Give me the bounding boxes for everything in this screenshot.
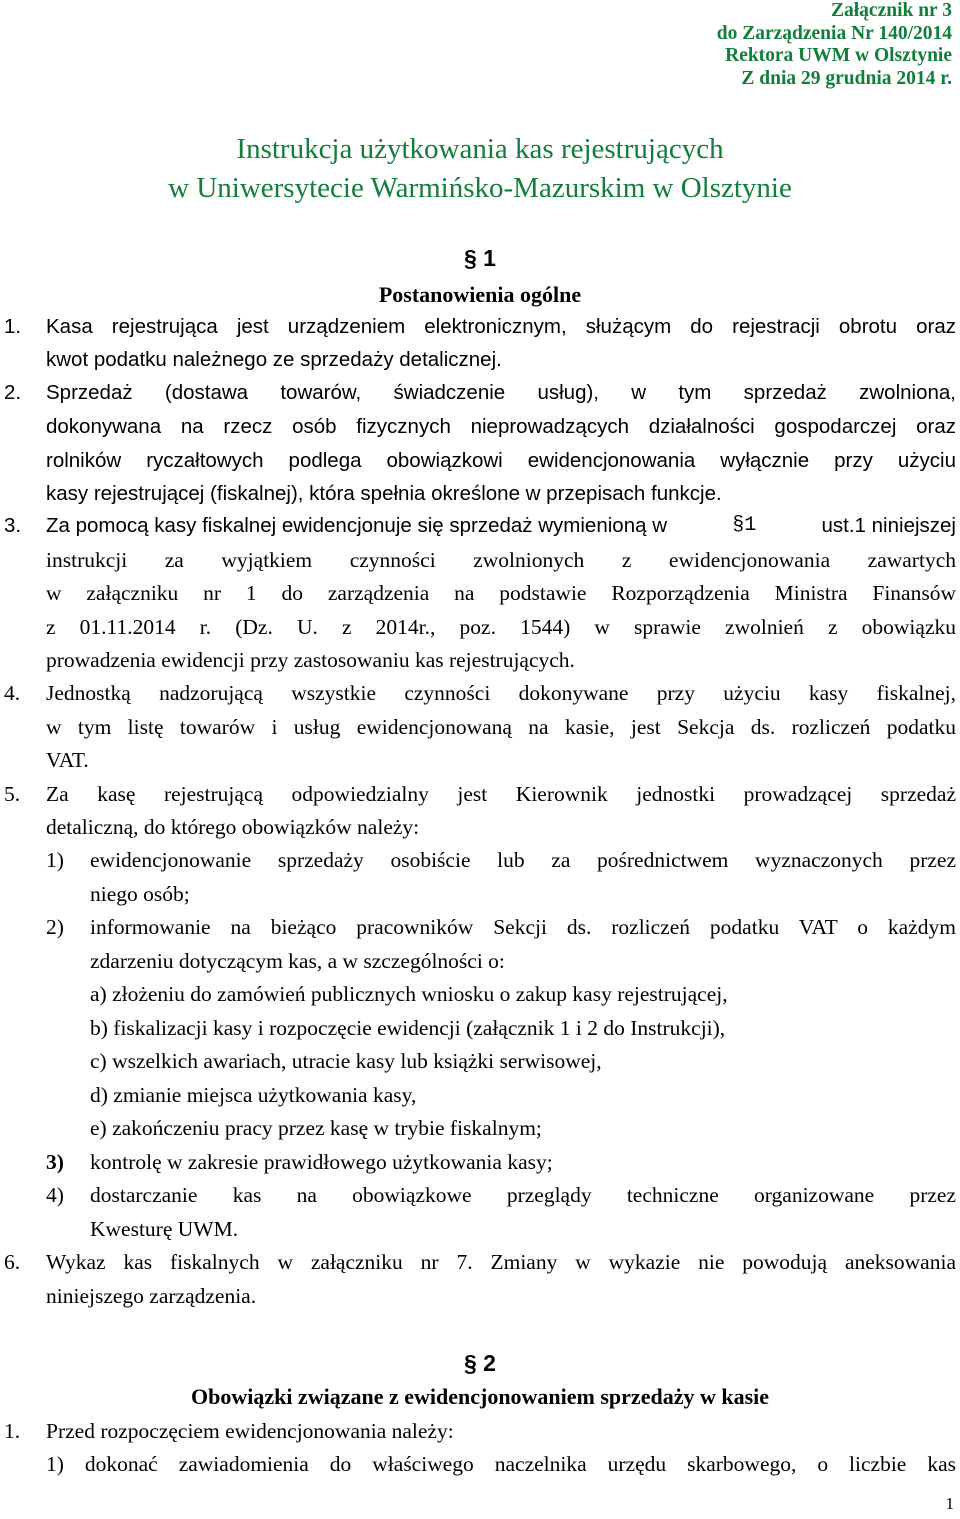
para-2-line: rolników ryczałtowych podlega obowiązkowi ewidencjonowania wyłącznie przy użyciu <box>46 449 956 472</box>
list-item-number: 1) <box>46 848 64 872</box>
para-4-number: 4. <box>4 681 21 705</box>
para-4-line: w tym listę towarów i usług ewidencjonowaną na kasie, jest Sekcja ds. rozliczeń podatku <box>46 715 956 739</box>
section-ref: §1 <box>732 514 757 537</box>
attachment-number: Załącznik nr 3 <box>831 0 952 21</box>
sub-item-c: c) wszelkich awariach, utracie kasy lub książki serwisowej, <box>90 1049 602 1073</box>
section-1-heading: Postanowienia ogólne <box>378 282 582 307</box>
para-3-text: ust.1 niniejszej <box>821 514 956 537</box>
list-item-number: 4) <box>46 1183 64 1207</box>
para-5-line: Za kasę rejestrującą odpowiedzialny jest Kierownik jednostki prowadzącej sprzedaż <box>46 782 956 806</box>
s2-list-item-line: 1) dokonać zawiadomienia do właściwego naczelnika urzędu skarbowego, o liczbie kas <box>46 1452 956 1476</box>
list-item-number: 2) <box>46 915 64 939</box>
section-2-heading: Obowiązki związane z ewidencjonowaniem sprzedaży w kasie <box>190 1384 770 1409</box>
para-4-line: VAT. <box>46 748 89 772</box>
para-3-line: prowadzenia ewidencji przy zastosowaniu kas rejestrujących. <box>46 648 575 672</box>
para-5-line: detaliczną, do którego obowiązków należy: <box>46 815 420 839</box>
s2-para-1-line: Przed rozpoczęciem ewidencjonowania należy: <box>46 1419 454 1443</box>
para-3-line: w załączniku nr 1 do zarządzenia na podstawie Rozporządzenia Ministra Finansów <box>46 581 956 605</box>
para-2-line: dokonywana na rzecz osób fizycznych nieprowadzących działalności gospodarczej oraz <box>46 415 956 438</box>
list-item-line: zdarzeniu dotyczącym kas, a w szczególności o: <box>90 949 505 973</box>
para-5-number: 5. <box>4 782 21 806</box>
sub-item-d: d) zmianie miejsca użytkowania kasy, <box>90 1083 417 1107</box>
para-2-number: 2. <box>4 381 22 404</box>
para-6-line: Wykaz kas fiskalnych w załączniku nr 7. Zmiany w wykazie nie powodują aneksowania <box>46 1250 956 1274</box>
document-title-line-2: w Uniwersytecie Warmińsko-Mazurskim w Olsztynie <box>168 172 792 204</box>
s2-para-1-number: 1. <box>4 1419 21 1443</box>
list-item-line: kontrolę w zakresie prawidłowego użytkowania kasy; <box>90 1150 553 1174</box>
page-number: 1 <box>945 1494 954 1513</box>
rector-reference: Rektora UWM w Olsztynie <box>725 45 952 66</box>
section-2-number: § 2 <box>464 1350 496 1376</box>
para-1-line: kwot podatku należnego ze sprzedaży detalicznej. <box>46 348 502 371</box>
para-4-line: Jednostką nadzorującą wszystkie czynności dokonywane przy użyciu kasy fiskalnej, <box>46 681 956 705</box>
para-3-line <box>46 511 956 541</box>
para-6-line: niniejszego zarządzenia. <box>46 1284 257 1308</box>
para-3-line: instrukcji za wyjątkiem czynności zwolnionych z ewidencjonowania zawartych <box>46 548 956 572</box>
document-title-line-1: Instrukcja użytkowania kas rejestrujących <box>236 133 724 165</box>
attachment-header <box>717 0 952 90</box>
para-3-line: z 01.11.2014 r. (Dz. U. z 2014r., poz. 1544) w sprawie zwolnień z obowiązku <box>46 615 956 639</box>
section-1-number: § 1 <box>464 245 496 271</box>
list-item-number: 3) <box>46 1150 64 1174</box>
list-item-line: niego osób; <box>90 882 190 906</box>
sub-item-a: a) złożeniu do zamówień publicznych wniosku o zakup kasy rejestrującej, <box>90 982 728 1006</box>
ordinance-date: Z dnia 29 grudnia 2014 r. <box>741 67 952 89</box>
para-3-number: 3. <box>4 514 22 537</box>
para-3-text: Za pomocą kasy fiskalnej ewidencjonuje się sprzedaż wymienioną w <box>46 514 667 537</box>
para-2-line: Sprzedaż (dostawa towarów, świadczenie usług), w tym sprzedaż zwolniona, <box>46 381 956 404</box>
list-item-line: ewidencjonowanie sprzedaży osobiście lub za pośrednictwem wyznaczonych przez <box>90 848 956 872</box>
list-item-line: dostarczanie kas na obowiązkowe przeglądy techniczne organizowane przez <box>90 1183 956 1207</box>
ordinance-reference: do Zarządzenia Nr 140/2014 <box>716 22 952 44</box>
sub-item-e: e) zakończeniu pracy przez kasę w trybie fiskalnym; <box>90 1116 542 1140</box>
para-1-line: Kasa rejestrująca jest urządzeniem elektronicznym, służącym do rejestracji obrotu oraz <box>46 315 956 338</box>
para-6-number: 6. <box>4 1250 21 1274</box>
list-item-line: Kwesturę UWM. <box>90 1217 239 1241</box>
list-item-line: informowanie na bieżąco pracowników Sekcji ds. rozliczeń podatku VAT o każdym <box>90 915 956 939</box>
para-1-number: 1. <box>4 315 22 338</box>
para-2-line: kasy rejestrującej (fiskalnej), która spełnia określone w przepisach funkcje. <box>46 482 722 505</box>
sub-item-b: b) fiskalizacji kasy i rozpoczęcie ewidencji (załącznik 1 i 2 do Instrukcji), <box>90 1016 726 1040</box>
